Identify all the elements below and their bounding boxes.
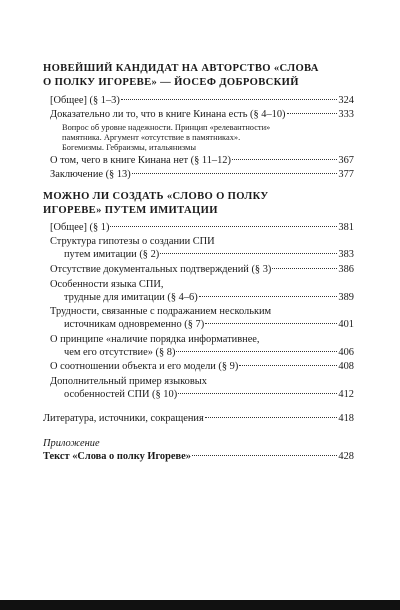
toc-entry[interactable] (50, 169, 354, 182)
toc-entry-page: 377 (338, 169, 354, 180)
toc-entry-page: 333 (338, 109, 354, 120)
toc-entry-page: 383 (338, 249, 354, 260)
toc-entry-label: Доказательно ли то, что в книге Кинана есть (§ 4–10) (50, 109, 286, 120)
toc-entry-label: Отсутствие документальных подтверждений (§ 3) (50, 264, 272, 275)
leader-dots (132, 172, 338, 174)
toc-entry-page: 389 (338, 292, 354, 303)
entry-note-line: Вопрос об уровне надежности. Принцип «релевантности» (62, 123, 271, 132)
toc-entry-page: 408 (338, 361, 354, 372)
toc-entry-label: О том, чего в книге Кинана нет (§ 11–12) (50, 155, 231, 166)
toc-entry[interactable] (50, 109, 354, 122)
toc-entry-first-line: Особенности языка СПИ, (50, 279, 164, 290)
toc-entry-page: 367 (338, 155, 354, 166)
leader-dots (205, 416, 338, 418)
toc-entry-page: 401 (338, 319, 354, 330)
toc-entry-label: Текст «Слова о полку Игореве» (43, 451, 191, 462)
toc-entry[interactable] (64, 249, 354, 262)
toc-entry[interactable] (50, 264, 354, 277)
leader-dots (287, 112, 338, 114)
toc-entry[interactable] (64, 347, 354, 360)
leader-dots (272, 267, 337, 269)
toc-entry-literature[interactable] (43, 413, 354, 426)
toc-entry-label: Литература, источники, сокращения (43, 413, 204, 424)
leader-dots (205, 322, 337, 324)
toc-entry-first-line: Структура гипотезы о создании СПИ (50, 236, 215, 247)
toc-entry-page: 381 (338, 222, 354, 233)
toc-entry-page: 386 (338, 264, 354, 275)
toc-entry-label: [Общее] (§ 1–3) (50, 95, 120, 106)
appendix-heading: Приложение (43, 438, 100, 449)
toc-entry-label: особенностей СПИ (§ 10) (64, 389, 178, 400)
toc-entry-label: путем имитации (§ 2) (64, 249, 160, 260)
toc-entry-page: 324 (338, 95, 354, 106)
toc-entry-label: источникам одновременно (§ 7) (64, 319, 205, 330)
toc-entry-label: О соотношении объекта и его модели (§ 9) (50, 361, 239, 372)
toc-entry-label: трудные для имитации (§ 4–6) (64, 292, 198, 303)
leader-dots (199, 295, 338, 297)
leader-dots (192, 454, 338, 456)
section2-title-line2: ИГОРЕВЕ» ПУТЕМ ИМИТАЦИИ (43, 205, 218, 216)
section1-title-line2: О ПОЛКУ ИГОРЕВЕ» — ЙОСЕФ ДОБРОВСКИЙ (43, 77, 299, 88)
entry-note-line: Богемизмы. Гебраизмы, итальянизмы (62, 143, 196, 152)
scan-edge (0, 600, 400, 610)
toc-entry[interactable] (50, 222, 354, 235)
section1-title-line1: НОВЕЙШИЙ КАНДИДАТ НА АВТОРСТВО «СЛОВА (43, 63, 319, 74)
entry-note-line: памятника. Аргумент «отсутствие в памятниках». (62, 133, 241, 142)
toc-entry-page: 406 (338, 347, 354, 358)
toc-entry[interactable] (64, 292, 354, 305)
toc-entry-label: Заключение (§ 13) (50, 169, 131, 180)
leader-dots (232, 158, 337, 160)
toc-entry-first-line: Трудности, связанные с подражанием нескольким (50, 306, 272, 317)
toc-entry-first-line: Дополнительный пример языковых (50, 376, 207, 387)
toc-entry-page: 412 (338, 389, 354, 400)
toc-entry-page: 428 (338, 451, 354, 462)
toc-entry-appendix[interactable] (43, 451, 354, 464)
toc-entry-label: [Общее] (§ 1) (50, 222, 110, 233)
section2-title-line1: МОЖНО ЛИ СОЗДАТЬ «СЛОВО О ПОЛКУ (43, 191, 269, 202)
leader-dots (176, 350, 337, 352)
toc-entry[interactable] (50, 155, 354, 168)
leader-dots (178, 392, 337, 394)
leader-dots (160, 252, 337, 254)
leader-dots (239, 364, 337, 366)
leader-dots (121, 98, 338, 100)
leader-dots (110, 225, 337, 227)
toc-entry-label: чем его отсутствие» (§ 8) (64, 347, 176, 358)
toc-entry[interactable] (64, 319, 354, 332)
toc-entry[interactable] (64, 389, 354, 402)
toc-entry-first-line: О принципе «наличие порядка информативнее, (50, 334, 260, 345)
toc-entry-page: 418 (338, 413, 354, 424)
toc-entry[interactable] (50, 361, 354, 374)
toc-entry[interactable] (50, 95, 354, 108)
